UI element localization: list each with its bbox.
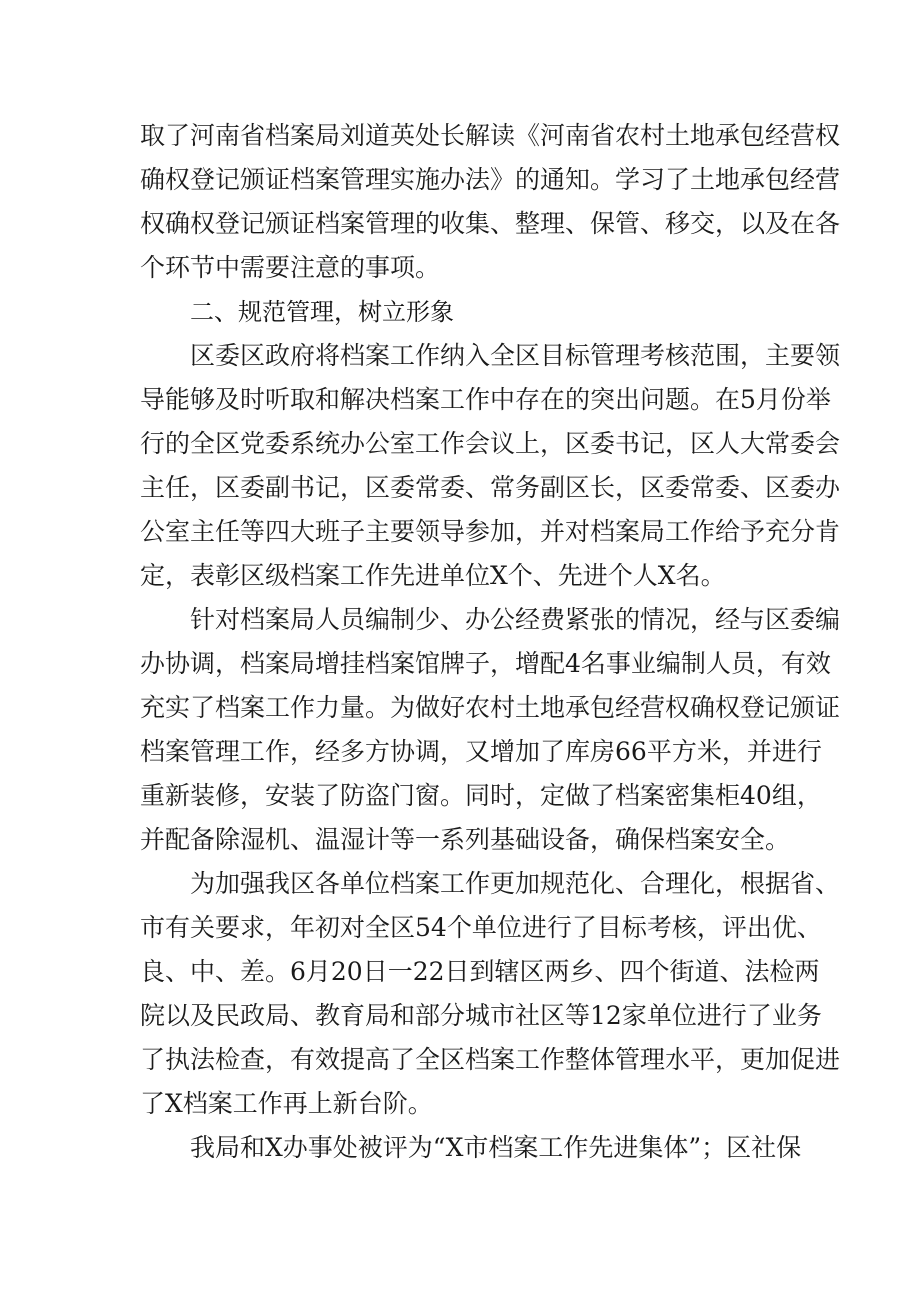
paragraph-line: 导能够及时听取和解决档案工作中存在的突出问题。在5月份举 [140,385,831,414]
paragraph-line: 定，表彰区级档案工作先进单位X个、先进个人X名。 [140,561,726,590]
paragraph-line: 个环节中需要注意的事项。 [140,253,441,282]
paragraph-line: 公室主任等四大班子主要领导参加，并对档案局工作给予充分肯 [140,517,841,546]
paragraph-line: 重新装修，安装了防盗门窗。同时，定做了档案密集柜40组， [140,781,822,810]
paragraph-line: 区委区政府将档案工作纳入全区目标管理考核范围，主要领 [190,341,841,370]
paragraph-line: 取了河南省档案局刘道英处长解读《河南省农村土地承包经营权 [140,121,841,150]
paragraph-line: 良、中、差。6月20日一22日到辖区两乡、四个街道、法检两 [140,957,820,986]
paragraph-line: 了X档案工作再上新台阶。 [140,1089,433,1118]
paragraph-line: 我局和X办事处被评为“X市档案工作先进集体”；区社保 [190,1133,802,1162]
paragraph-line: 确权登记颁证档案管理实施办法》的通知。学习了土地承包经营 [140,165,841,194]
paragraph-line: 档案管理工作，经多方协调，又增加了库房66平方米，并进行 [140,737,822,766]
paragraph-line: 院以及民政局、教育局和部分城市社区等12家单位进行了业务 [140,1001,822,1030]
paragraph-line: 并配备除湿机、温湿计等一系列基础设备，确保档案安全。 [140,825,791,854]
paragraph-line: 为加强我区各单位档案工作更加规范化、合理化，根据省、 [190,869,841,898]
paragraph-line: 办协调，档案局增挂档案馆牌子，增配4名事业编制人员，有效 [140,649,831,678]
paragraph-line: 充实了档案工作力量。为做好农村土地承包经营权确权登记颁证 [140,693,841,722]
paragraph-line: 了执法检查，有效提高了全区档案工作整体管理水平，更加促进 [140,1045,841,1074]
paragraph-line: 权确权登记颁证档案管理的收集、整理、保管、移交，以及在各 [140,209,841,238]
paragraph-line: 主任，区委副书记，区委常委、常务副区长，区委常委、区委办 [140,473,841,502]
paragraph-line: 市有关要求，年初对全区54个单位进行了目标考核，评出优、 [140,913,822,942]
paragraph-line: 针对档案局人员编制少、办公经费紧张的情况，经与区委编 [190,605,841,634]
paragraph-line: 行的全区党委系统办公室工作会议上，区委书记，区人大常委会 [140,429,841,458]
section-heading: 二、规范管理，树立形象 [190,298,454,326]
